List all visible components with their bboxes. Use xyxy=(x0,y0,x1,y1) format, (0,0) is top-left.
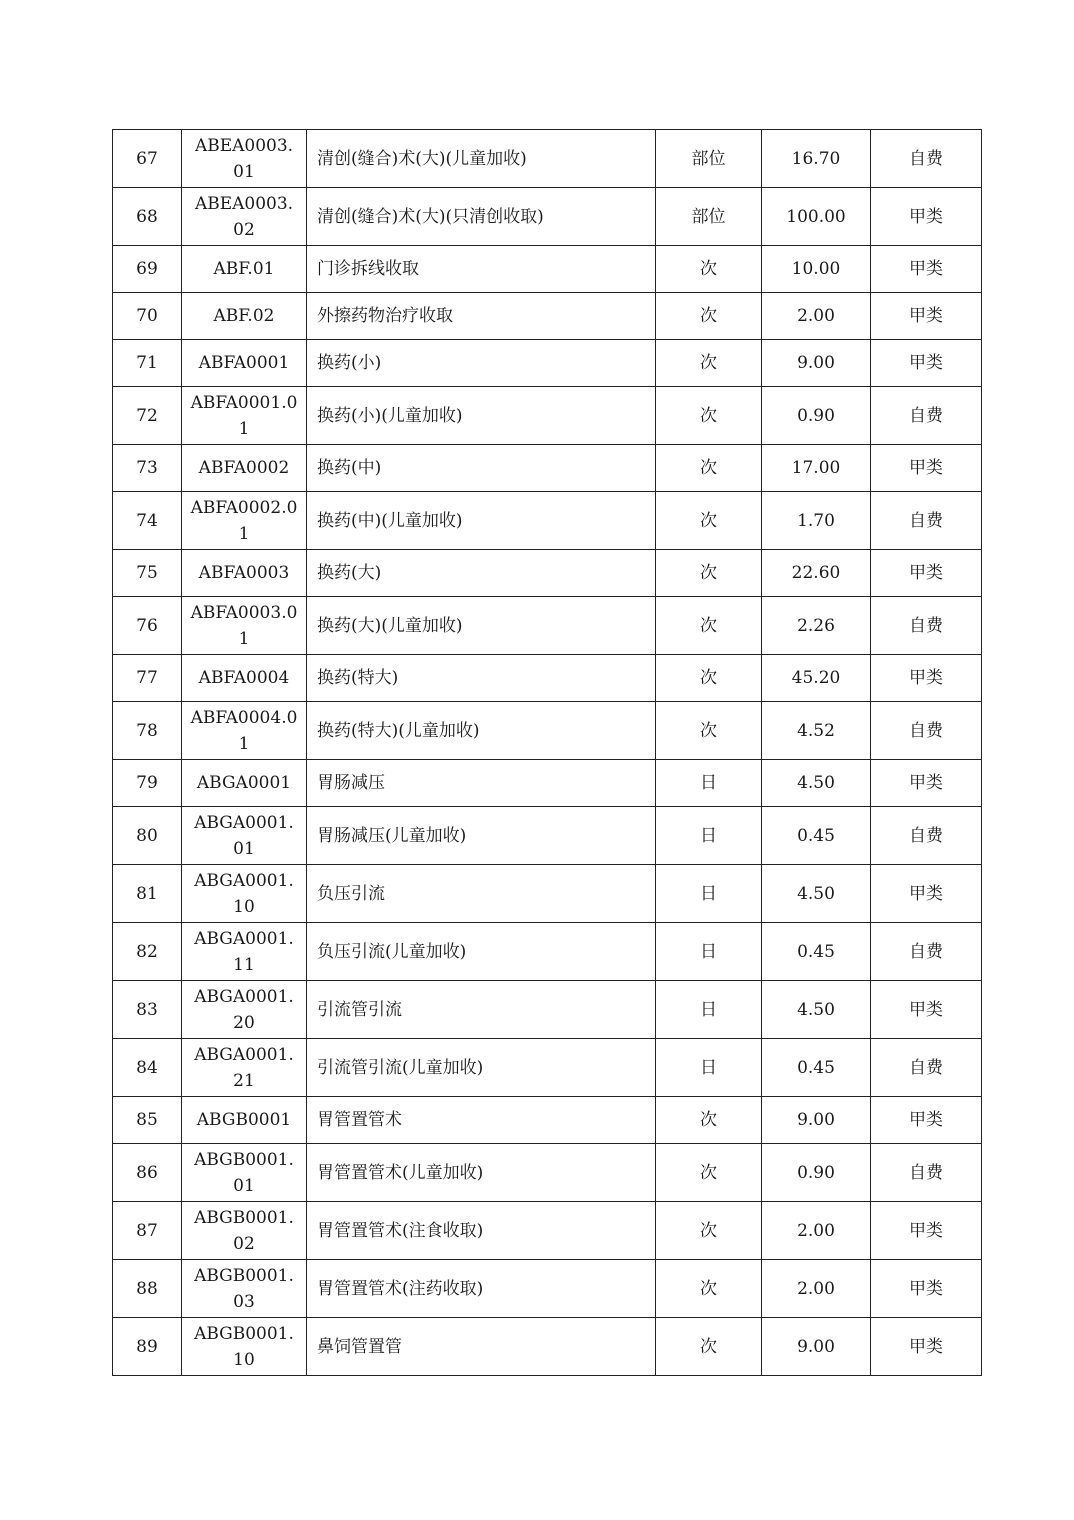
fee-table xyxy=(112,129,982,1376)
item-name: 引流管引流 xyxy=(307,981,656,1039)
item-price: 0.90 xyxy=(762,1144,871,1202)
table-row xyxy=(113,387,982,445)
item-category: 自费 xyxy=(871,597,982,655)
item-price: 4.50 xyxy=(762,981,871,1039)
item-price: 45.20 xyxy=(762,655,871,702)
item-name: 换药(中) xyxy=(307,445,656,492)
item-code: ABFA0001 xyxy=(182,340,307,387)
item-code: ABEA0003.01 xyxy=(182,130,307,188)
table-row xyxy=(113,550,982,597)
table-row xyxy=(113,1039,982,1097)
table-row xyxy=(113,865,982,923)
item-unit: 次 xyxy=(656,1260,762,1318)
item-name: 换药(小) xyxy=(307,340,656,387)
table-row xyxy=(113,293,982,340)
item-name: 胃管置管术(注药收取) xyxy=(307,1260,656,1318)
item-category: 甲类 xyxy=(871,188,982,246)
item-code: ABGB0001.02 xyxy=(182,1202,307,1260)
item-price: 4.50 xyxy=(762,865,871,923)
row-number: 69 xyxy=(113,246,182,293)
item-category: 自费 xyxy=(871,702,982,760)
item-code: ABFA0002 xyxy=(182,445,307,492)
table-row xyxy=(113,1260,982,1318)
row-number: 78 xyxy=(113,702,182,760)
row-number: 80 xyxy=(113,807,182,865)
table-row xyxy=(113,445,982,492)
item-category: 甲类 xyxy=(871,293,982,340)
item-code: ABGB0001 xyxy=(182,1097,307,1144)
item-code: ABGB0001.10 xyxy=(182,1318,307,1376)
item-category: 甲类 xyxy=(871,1260,982,1318)
item-code: ABFA0004 xyxy=(182,655,307,702)
item-name: 负压引流(儿童加收) xyxy=(307,923,656,981)
table-row xyxy=(113,702,982,760)
item-name: 换药(大)(儿童加收) xyxy=(307,597,656,655)
item-category: 自费 xyxy=(871,387,982,445)
item-code: ABGA0001.11 xyxy=(182,923,307,981)
item-unit: 日 xyxy=(656,981,762,1039)
item-unit: 次 xyxy=(656,702,762,760)
item-category: 甲类 xyxy=(871,445,982,492)
table-row xyxy=(113,923,982,981)
row-number: 88 xyxy=(113,1260,182,1318)
item-name: 换药(大) xyxy=(307,550,656,597)
item-name: 门诊拆线收取 xyxy=(307,246,656,293)
item-price: 4.50 xyxy=(762,760,871,807)
item-code: ABFA0002.01 xyxy=(182,492,307,550)
item-category: 甲类 xyxy=(871,1202,982,1260)
item-name: 换药(特大) xyxy=(307,655,656,702)
item-code: ABFA0004.01 xyxy=(182,702,307,760)
item-price: 2.00 xyxy=(762,293,871,340)
item-name: 鼻饲管置管 xyxy=(307,1318,656,1376)
item-unit: 次 xyxy=(656,445,762,492)
item-name: 换药(中)(儿童加收) xyxy=(307,492,656,550)
item-price: 4.52 xyxy=(762,702,871,760)
item-code: ABFA0003 xyxy=(182,550,307,597)
table-row xyxy=(113,981,982,1039)
item-code: ABGA0001.21 xyxy=(182,1039,307,1097)
item-category: 甲类 xyxy=(871,1097,982,1144)
item-category: 甲类 xyxy=(871,246,982,293)
item-code: ABGB0001.01 xyxy=(182,1144,307,1202)
row-number: 68 xyxy=(113,188,182,246)
item-price: 9.00 xyxy=(762,340,871,387)
item-unit: 日 xyxy=(656,1039,762,1097)
item-price: 16.70 xyxy=(762,130,871,188)
item-unit: 部位 xyxy=(656,188,762,246)
table-row xyxy=(113,1144,982,1202)
item-name: 外擦药物治疗收取 xyxy=(307,293,656,340)
item-price: 0.45 xyxy=(762,807,871,865)
item-category: 甲类 xyxy=(871,655,982,702)
item-code: ABGA0001 xyxy=(182,760,307,807)
item-unit: 次 xyxy=(656,1097,762,1144)
table-row xyxy=(113,188,982,246)
item-name: 胃管置管术(儿童加收) xyxy=(307,1144,656,1202)
item-category: 自费 xyxy=(871,807,982,865)
item-unit: 次 xyxy=(656,550,762,597)
item-name: 换药(小)(儿童加收) xyxy=(307,387,656,445)
item-code: ABFA0001.01 xyxy=(182,387,307,445)
table-row xyxy=(113,1318,982,1376)
item-unit: 次 xyxy=(656,1318,762,1376)
row-number: 82 xyxy=(113,923,182,981)
item-name: 清创(缝合)术(大)(儿童加收) xyxy=(307,130,656,188)
item-name: 胃肠减压 xyxy=(307,760,656,807)
table-row xyxy=(113,655,982,702)
item-name: 胃管置管术(注食收取) xyxy=(307,1202,656,1260)
item-unit: 日 xyxy=(656,807,762,865)
row-number: 71 xyxy=(113,340,182,387)
item-name: 引流管引流(儿童加收) xyxy=(307,1039,656,1097)
item-unit: 次 xyxy=(656,246,762,293)
item-category: 甲类 xyxy=(871,1318,982,1376)
item-price: 2.26 xyxy=(762,597,871,655)
row-number: 86 xyxy=(113,1144,182,1202)
item-name: 负压引流 xyxy=(307,865,656,923)
fee-table-body xyxy=(113,130,982,1376)
item-price: 1.70 xyxy=(762,492,871,550)
row-number: 77 xyxy=(113,655,182,702)
table-row xyxy=(113,340,982,387)
item-unit: 次 xyxy=(656,340,762,387)
table-row xyxy=(113,760,982,807)
row-number: 75 xyxy=(113,550,182,597)
row-number: 89 xyxy=(113,1318,182,1376)
item-category: 自费 xyxy=(871,492,982,550)
item-category: 甲类 xyxy=(871,340,982,387)
item-price: 9.00 xyxy=(762,1318,871,1376)
item-category: 自费 xyxy=(871,1144,982,1202)
table-row xyxy=(113,597,982,655)
item-category: 甲类 xyxy=(871,865,982,923)
row-number: 67 xyxy=(113,130,182,188)
item-price: 17.00 xyxy=(762,445,871,492)
item-price: 0.90 xyxy=(762,387,871,445)
item-unit: 次 xyxy=(656,492,762,550)
item-name: 胃管置管术 xyxy=(307,1097,656,1144)
item-code: ABGB0001.03 xyxy=(182,1260,307,1318)
item-unit: 日 xyxy=(656,923,762,981)
item-category: 甲类 xyxy=(871,760,982,807)
table-row xyxy=(113,130,982,188)
item-code: ABF.01 xyxy=(182,246,307,293)
item-category: 甲类 xyxy=(871,550,982,597)
table-row xyxy=(113,1202,982,1260)
item-category: 自费 xyxy=(871,130,982,188)
item-price: 0.45 xyxy=(762,923,871,981)
item-code: ABEA0003.02 xyxy=(182,188,307,246)
item-code: ABFA0003.01 xyxy=(182,597,307,655)
item-unit: 次 xyxy=(656,293,762,340)
item-price: 22.60 xyxy=(762,550,871,597)
item-category: 甲类 xyxy=(871,981,982,1039)
row-number: 81 xyxy=(113,865,182,923)
item-price: 9.00 xyxy=(762,1097,871,1144)
table-row xyxy=(113,492,982,550)
item-price: 2.00 xyxy=(762,1202,871,1260)
table-row xyxy=(113,246,982,293)
item-code: ABF.02 xyxy=(182,293,307,340)
row-number: 72 xyxy=(113,387,182,445)
item-unit: 次 xyxy=(656,1202,762,1260)
item-code: ABGA0001.20 xyxy=(182,981,307,1039)
row-number: 87 xyxy=(113,1202,182,1260)
item-code: ABGA0001.01 xyxy=(182,807,307,865)
table-row xyxy=(113,807,982,865)
item-unit: 次 xyxy=(656,1144,762,1202)
row-number: 76 xyxy=(113,597,182,655)
item-name: 清创(缝合)术(大)(只清创收取) xyxy=(307,188,656,246)
item-price: 100.00 xyxy=(762,188,871,246)
item-category: 自费 xyxy=(871,923,982,981)
item-name: 换药(特大)(儿童加收) xyxy=(307,702,656,760)
row-number: 79 xyxy=(113,760,182,807)
row-number: 73 xyxy=(113,445,182,492)
item-price: 2.00 xyxy=(762,1260,871,1318)
row-number: 70 xyxy=(113,293,182,340)
item-unit: 次 xyxy=(656,387,762,445)
item-category: 自费 xyxy=(871,1039,982,1097)
item-unit: 日 xyxy=(656,865,762,923)
item-unit: 日 xyxy=(656,760,762,807)
item-code: ABGA0001.10 xyxy=(182,865,307,923)
row-number: 83 xyxy=(113,981,182,1039)
item-unit: 部位 xyxy=(656,130,762,188)
item-price: 10.00 xyxy=(762,246,871,293)
row-number: 85 xyxy=(113,1097,182,1144)
row-number: 84 xyxy=(113,1039,182,1097)
table-row xyxy=(113,1097,982,1144)
item-price: 0.45 xyxy=(762,1039,871,1097)
item-name: 胃肠减压(儿童加收) xyxy=(307,807,656,865)
item-unit: 次 xyxy=(656,655,762,702)
row-number: 74 xyxy=(113,492,182,550)
item-unit: 次 xyxy=(656,597,762,655)
